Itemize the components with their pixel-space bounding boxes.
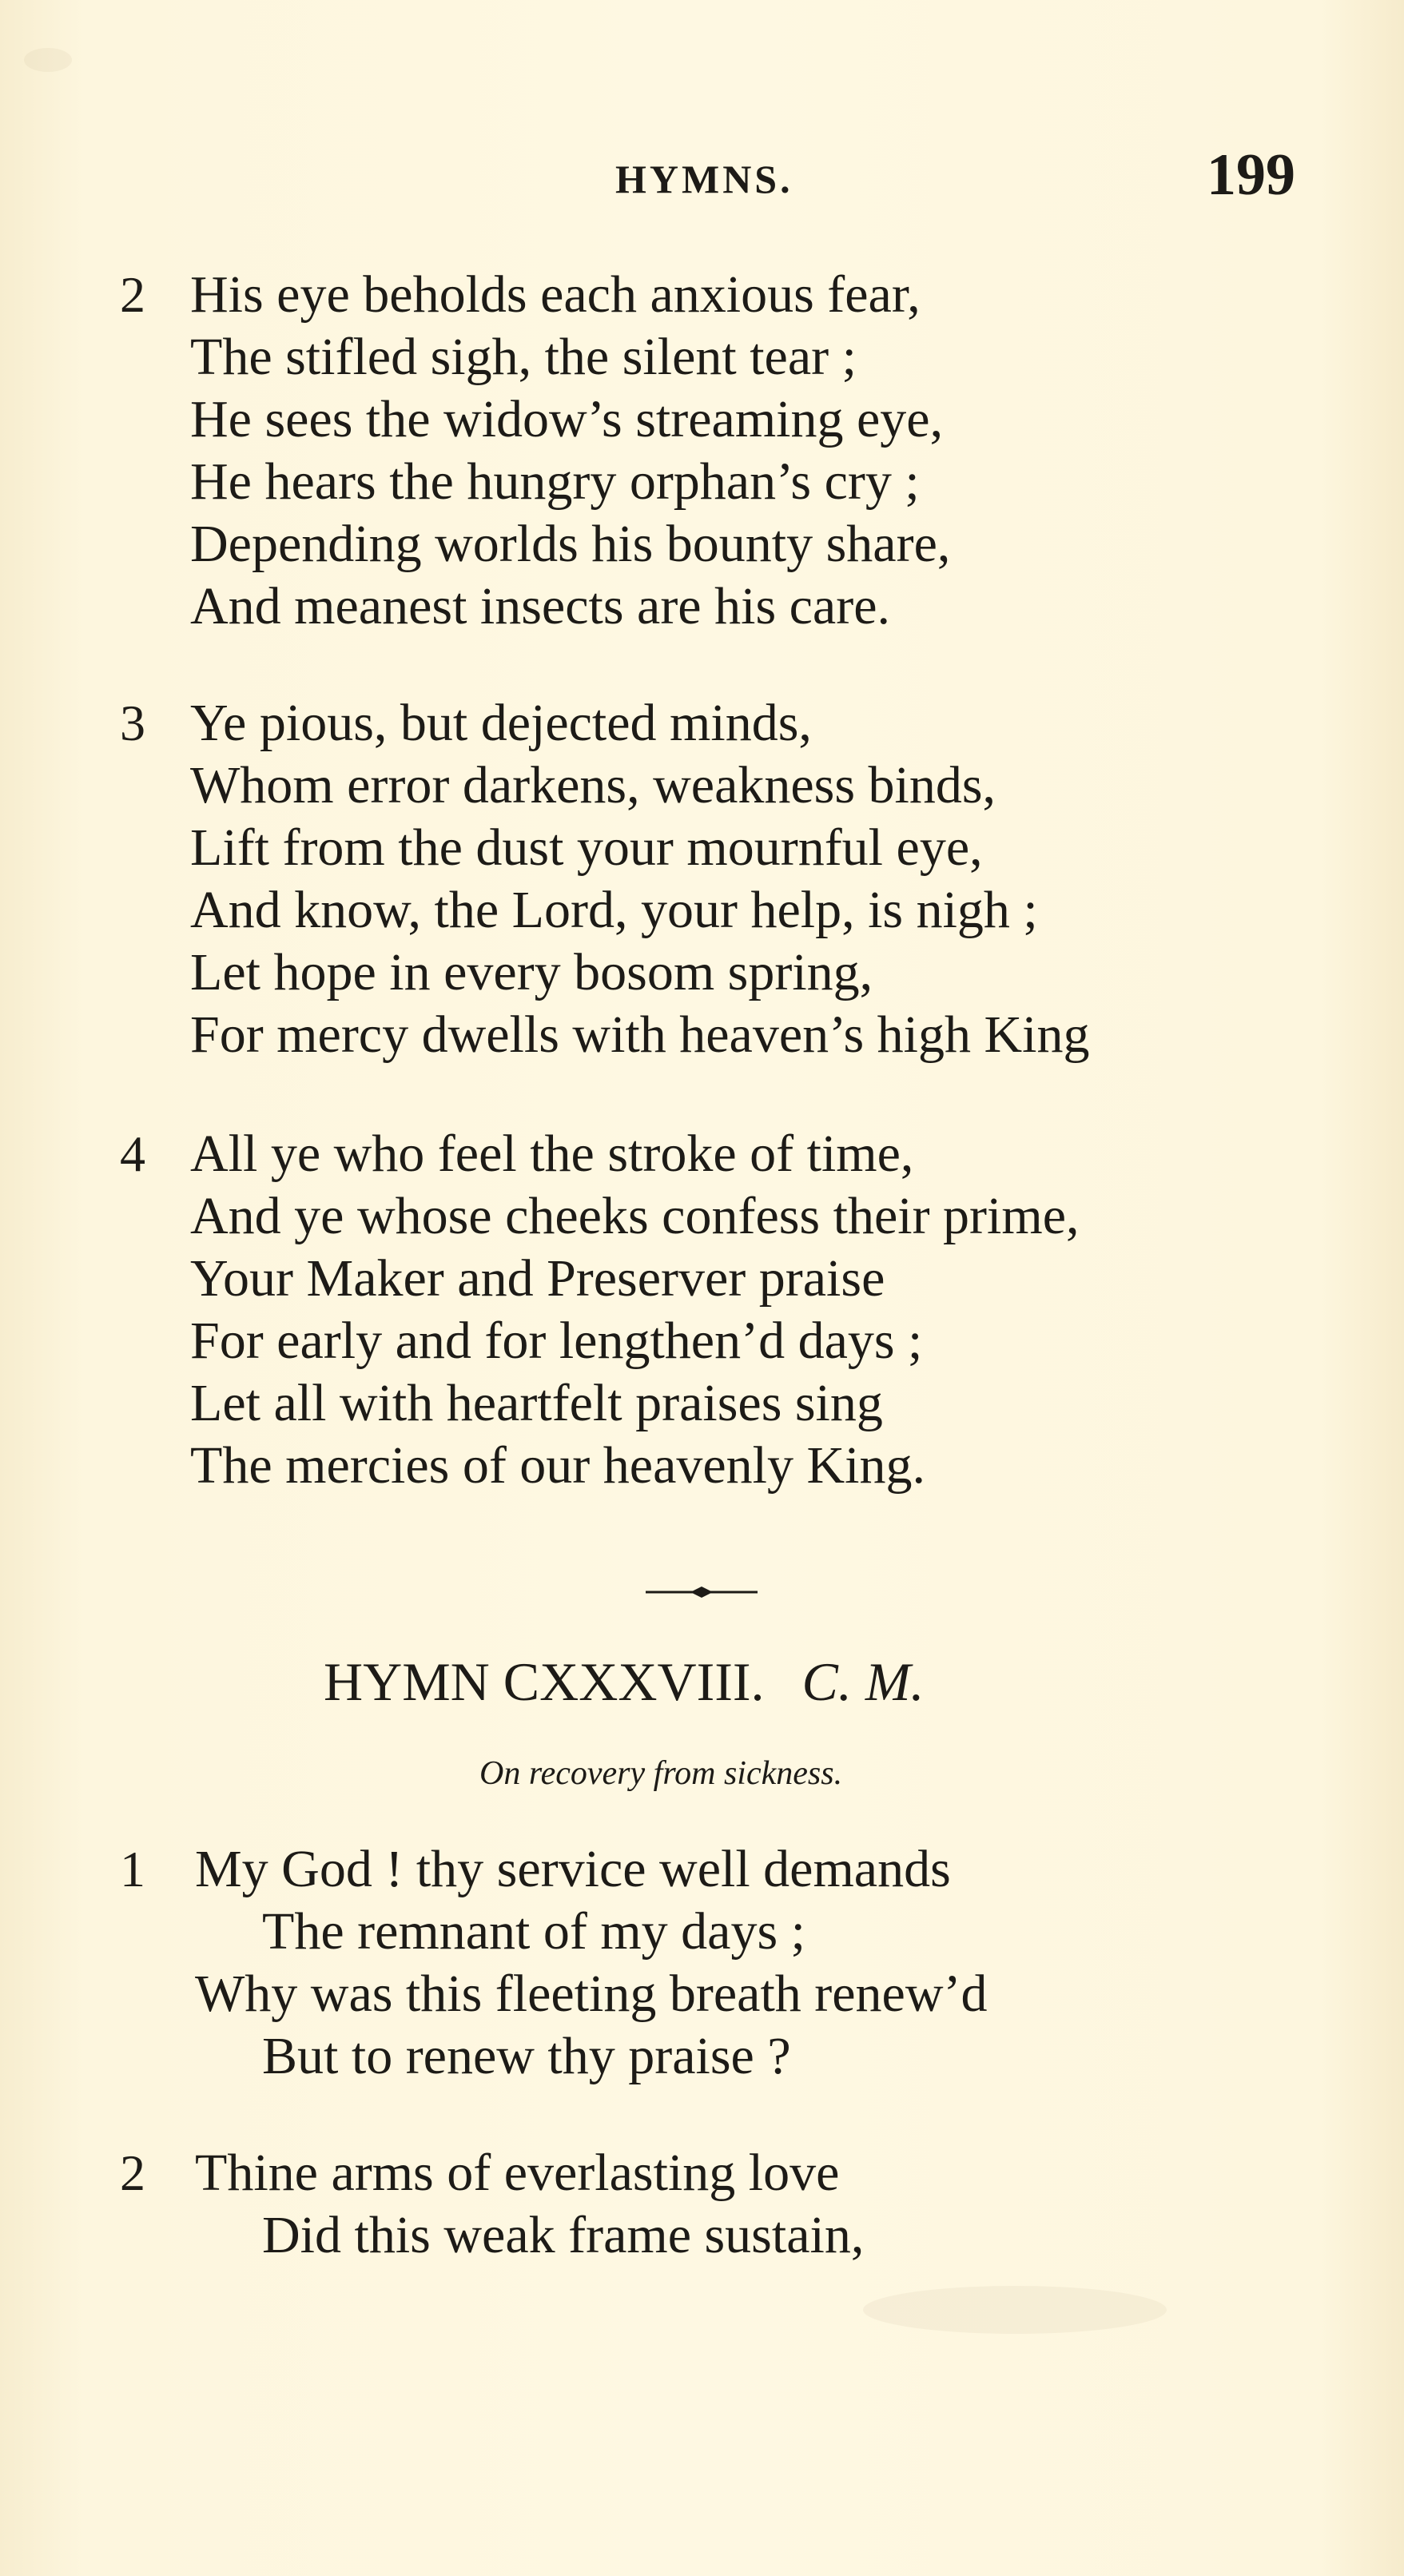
verse-line: For early and for lengthen’d days ;	[190, 1312, 923, 1370]
stanza-number: 4	[120, 1125, 145, 1182]
hymn-heading	[324, 1650, 925, 1714]
verse-line: His eye beholds each anxious fear,	[190, 265, 921, 324]
verse-line: And ye whose cheeks confess their prime,	[190, 1187, 1080, 1245]
verse-line: Lift from the dust your mournful eye,	[190, 818, 983, 877]
verse-line: For mercy dwells with heaven’s high King	[190, 1005, 1090, 1064]
verse-line: The mercies of our heavenly King.	[190, 1436, 926, 1495]
stanza-number: 1	[120, 1841, 145, 1897]
verse-line: Let all with heartfelt praises sing	[190, 1374, 883, 1432]
verse-line: Why was this fleeting breath renew’d	[195, 1965, 988, 2023]
running-title: HYMNS.	[615, 157, 793, 201]
running-head	[0, 142, 1404, 212]
verse-line: Whom error darkens, weakness binds,	[190, 756, 996, 814]
verse-line: And meanest insects are his care.	[190, 577, 890, 635]
verse-line: All ye who feel the stroke of time,	[190, 1125, 914, 1183]
verse-line: My God ! thy service well demands	[195, 1840, 951, 1898]
verse-line: Your Maker and Preserver praise	[190, 1249, 885, 1308]
ornamental-divider	[646, 1587, 758, 1598]
hymn-title: HYMN CXXXVIII.	[324, 1651, 765, 1712]
stanza-number: 2	[120, 266, 145, 323]
verse-line: He sees the widow’s streaming eye,	[190, 390, 944, 448]
stanza-number: 2	[120, 2144, 145, 2201]
page-number: 199	[1207, 142, 1295, 208]
verse-line: But to renew thy praise ?	[262, 2027, 791, 2085]
verse-line: Depending worlds his bounty share,	[190, 515, 951, 573]
verse-line: Did this weak frame sustain,	[262, 2206, 865, 2264]
verse-line: Let hope in every bosom spring,	[190, 943, 873, 1001]
paper-stain	[24, 48, 72, 72]
verse-line: Ye pious, but dejected minds,	[190, 694, 812, 752]
verse-line: He hears the hungry orphan’s cry ;	[190, 452, 920, 511]
paper-stain	[863, 2286, 1167, 2334]
verse-line: The stifled sigh, the silent tear ;	[190, 328, 857, 386]
verse-line: And know, the Lord, your help, is nigh ;	[190, 881, 1038, 939]
verse-line: Thine arms of everlasting love	[195, 2144, 840, 2202]
verse-line: The remnant of my days ;	[262, 1902, 805, 1961]
stanza-number: 3	[120, 695, 145, 751]
hymn-meter: C. M.	[801, 1651, 925, 1712]
hymn-subtitle: On recovery from sickness.	[479, 1755, 843, 1792]
